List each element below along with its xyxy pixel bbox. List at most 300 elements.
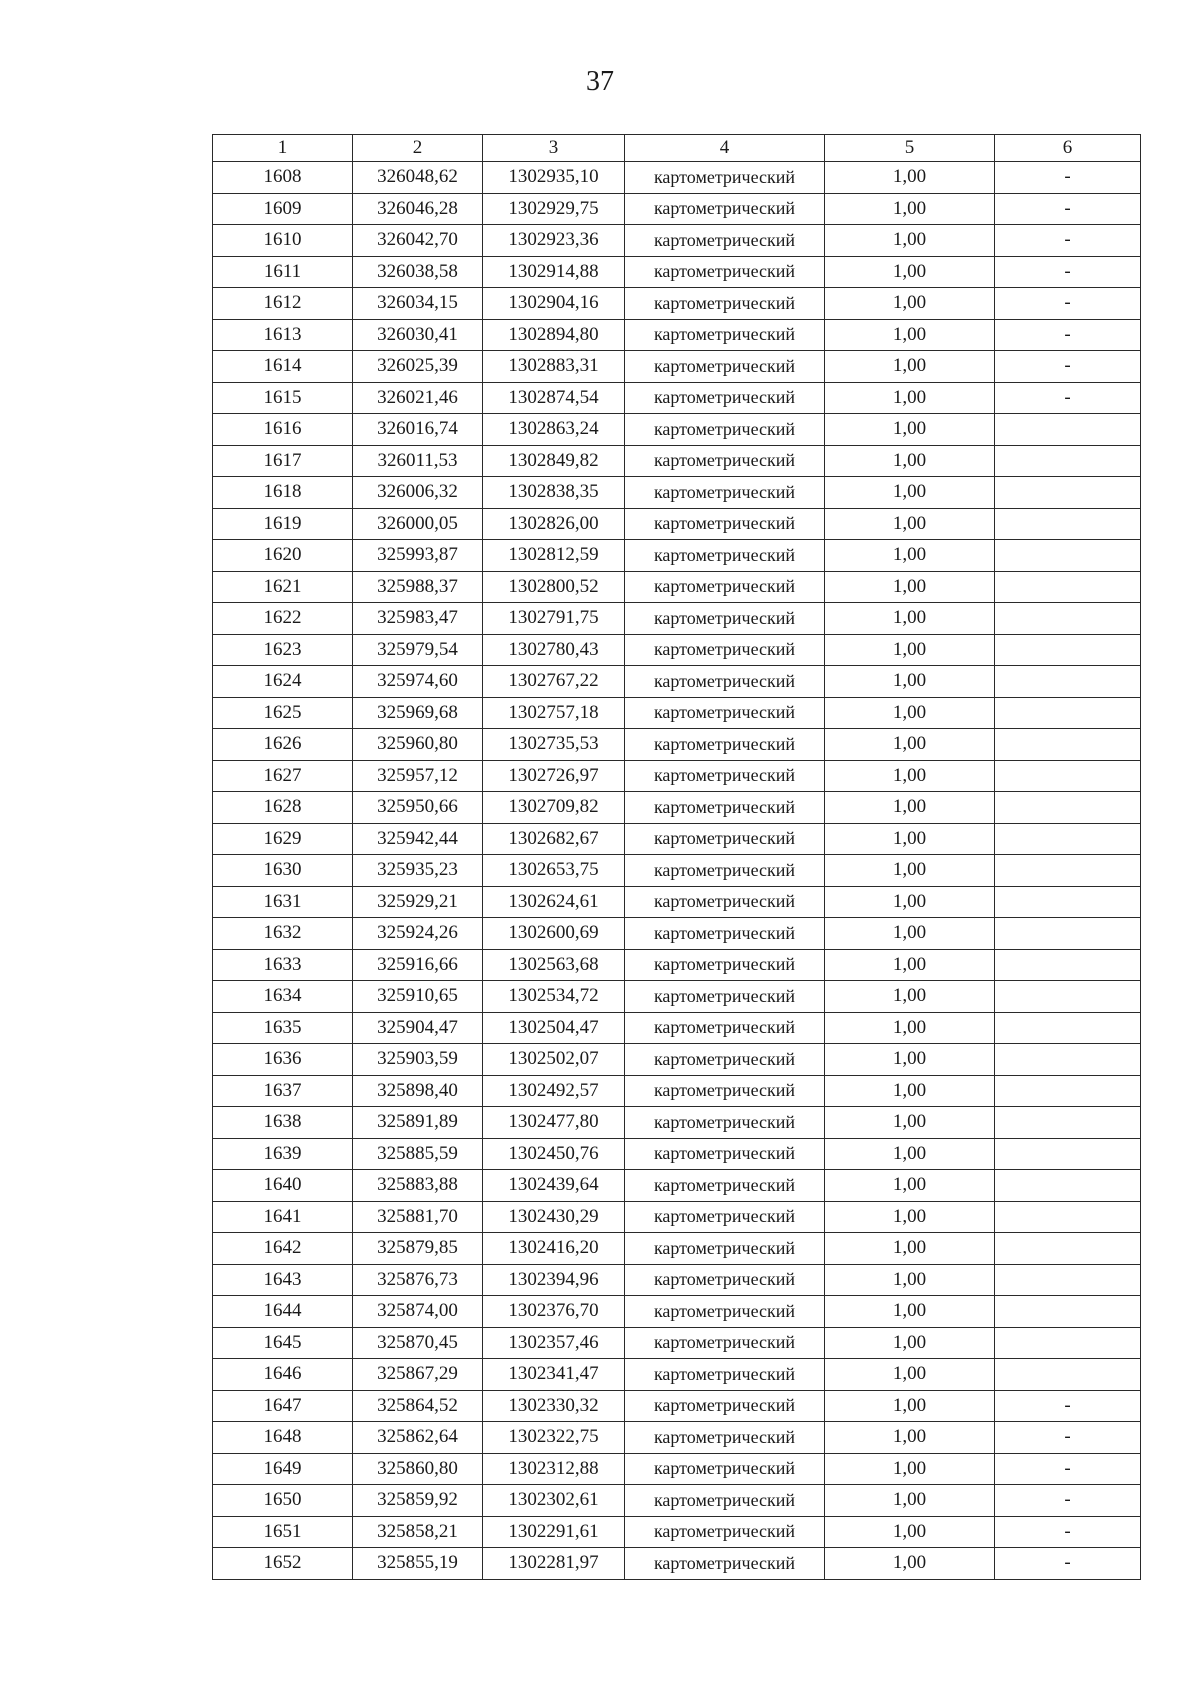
method-cell: картометрический [625,666,825,698]
y-coordinate-cell: 1302863,24 [483,414,625,446]
method-cell: картометрический [625,697,825,729]
table-header-row [213,135,1141,162]
accuracy-cell: 1,00 [825,1075,995,1107]
x-coordinate-cell: 325988,37 [353,571,483,603]
table-row [213,225,1141,257]
method-cell: картометрический [625,949,825,981]
note-cell [995,414,1141,446]
note-cell: - [995,162,1141,194]
table-row [213,603,1141,635]
x-coordinate-cell: 325862,64 [353,1422,483,1454]
x-coordinate-cell: 326000,05 [353,508,483,540]
table-row [213,571,1141,603]
x-coordinate-cell: 325870,45 [353,1327,483,1359]
x-coordinate-cell: 325993,87 [353,540,483,572]
x-coordinate-cell: 325879,85 [353,1233,483,1265]
y-coordinate-cell: 1302780,43 [483,634,625,666]
accuracy-cell: 1,00 [825,981,995,1013]
point-number-cell: 1638 [213,1107,353,1139]
accuracy-cell: 1,00 [825,603,995,635]
note-cell: - [995,1453,1141,1485]
method-cell: картометрический [625,760,825,792]
x-coordinate-cell: 326038,58 [353,256,483,288]
table-row [213,540,1141,572]
x-coordinate-cell: 325898,40 [353,1075,483,1107]
note-cell [995,540,1141,572]
note-cell [995,886,1141,918]
y-coordinate-cell: 1302291,61 [483,1516,625,1548]
column-header: 5 [825,135,995,162]
accuracy-cell: 1,00 [825,1548,995,1580]
y-coordinate-cell: 1302800,52 [483,571,625,603]
method-cell: картометрический [625,981,825,1013]
y-coordinate-cell: 1302757,18 [483,697,625,729]
method-cell: картометрический [625,351,825,383]
point-number-cell: 1635 [213,1012,353,1044]
note-cell [995,1075,1141,1107]
table-row [213,1075,1141,1107]
accuracy-cell: 1,00 [825,571,995,603]
x-coordinate-cell: 325858,21 [353,1516,483,1548]
coordinates-table [212,134,1141,1580]
y-coordinate-cell: 1302883,31 [483,351,625,383]
note-cell [995,1107,1141,1139]
note-cell: - [995,1485,1141,1517]
point-number-cell: 1643 [213,1264,353,1296]
table-row [213,382,1141,414]
accuracy-cell: 1,00 [825,666,995,698]
note-cell [995,1264,1141,1296]
point-number-cell: 1611 [213,256,353,288]
accuracy-cell: 1,00 [825,1485,995,1517]
method-cell: картометрический [625,414,825,446]
accuracy-cell: 1,00 [825,886,995,918]
method-cell: картометрический [625,1201,825,1233]
y-coordinate-cell: 1302726,97 [483,760,625,792]
note-cell [995,603,1141,635]
point-number-cell: 1630 [213,855,353,887]
accuracy-cell: 1,00 [825,225,995,257]
y-coordinate-cell: 1302416,20 [483,1233,625,1265]
y-coordinate-cell: 1302439,64 [483,1170,625,1202]
x-coordinate-cell: 325903,59 [353,1044,483,1076]
x-coordinate-cell: 325924,26 [353,918,483,950]
note-cell [995,949,1141,981]
method-cell: картометрический [625,1485,825,1517]
point-number-cell: 1652 [213,1548,353,1580]
accuracy-cell: 1,00 [825,1107,995,1139]
accuracy-cell: 1,00 [825,949,995,981]
y-coordinate-cell: 1302791,75 [483,603,625,635]
table-row [213,1044,1141,1076]
note-cell [995,1012,1141,1044]
table-row [213,855,1141,887]
y-coordinate-cell: 1302735,53 [483,729,625,761]
point-number-cell: 1617 [213,445,353,477]
y-coordinate-cell: 1302874,54 [483,382,625,414]
note-cell [995,823,1141,855]
x-coordinate-cell: 325864,52 [353,1390,483,1422]
accuracy-cell: 1,00 [825,1170,995,1202]
y-coordinate-cell: 1302935,10 [483,162,625,194]
point-number-cell: 1629 [213,823,353,855]
table-row [213,1485,1141,1517]
method-cell: картометрический [625,855,825,887]
x-coordinate-cell: 326042,70 [353,225,483,257]
accuracy-cell: 1,00 [825,1390,995,1422]
accuracy-cell: 1,00 [825,1453,995,1485]
method-cell: картометрический [625,162,825,194]
method-cell: картометрический [625,1296,825,1328]
x-coordinate-cell: 326006,32 [353,477,483,509]
note-cell [995,760,1141,792]
point-number-cell: 1627 [213,760,353,792]
accuracy-cell: 1,00 [825,351,995,383]
x-coordinate-cell: 325867,29 [353,1359,483,1391]
note-cell: - [995,193,1141,225]
method-cell: картометрический [625,508,825,540]
y-coordinate-cell: 1302849,82 [483,445,625,477]
point-number-cell: 1631 [213,886,353,918]
x-coordinate-cell: 326034,15 [353,288,483,320]
point-number-cell: 1651 [213,1516,353,1548]
accuracy-cell: 1,00 [825,1201,995,1233]
x-coordinate-cell: 325883,88 [353,1170,483,1202]
y-coordinate-cell: 1302322,75 [483,1422,625,1454]
accuracy-cell: 1,00 [825,1296,995,1328]
note-cell [995,918,1141,950]
y-coordinate-cell: 1302312,88 [483,1453,625,1485]
x-coordinate-cell: 325974,60 [353,666,483,698]
table-row [213,1201,1141,1233]
note-cell: - [995,288,1141,320]
x-coordinate-cell: 326048,62 [353,162,483,194]
x-coordinate-cell: 325859,92 [353,1485,483,1517]
method-cell: картометрический [625,823,825,855]
x-coordinate-cell: 325891,89 [353,1107,483,1139]
note-cell [995,1044,1141,1076]
point-number-cell: 1639 [213,1138,353,1170]
x-coordinate-cell: 325876,73 [353,1264,483,1296]
point-number-cell: 1614 [213,351,353,383]
method-cell: картометрический [625,1138,825,1170]
y-coordinate-cell: 1302534,72 [483,981,625,1013]
note-cell: - [995,225,1141,257]
table-row [213,414,1141,446]
table-row [213,477,1141,509]
method-cell: картометрический [625,225,825,257]
y-coordinate-cell: 1302504,47 [483,1012,625,1044]
method-cell: картометрический [625,1390,825,1422]
note-cell [995,981,1141,1013]
x-coordinate-cell: 325881,70 [353,1201,483,1233]
point-number-cell: 1632 [213,918,353,950]
table-row [213,666,1141,698]
table-row [213,508,1141,540]
method-cell: картометрический [625,603,825,635]
accuracy-cell: 1,00 [825,477,995,509]
point-number-cell: 1620 [213,540,353,572]
method-cell: картометрический [625,1516,825,1548]
point-number-cell: 1623 [213,634,353,666]
note-cell: - [995,1422,1141,1454]
y-coordinate-cell: 1302653,75 [483,855,625,887]
table-row [213,1296,1141,1328]
x-coordinate-cell: 325969,68 [353,697,483,729]
note-cell: - [995,382,1141,414]
y-coordinate-cell: 1302357,46 [483,1327,625,1359]
table-row [213,1359,1141,1391]
method-cell: картометрический [625,540,825,572]
method-cell: картометрический [625,1044,825,1076]
y-coordinate-cell: 1302894,80 [483,319,625,351]
note-cell [995,1233,1141,1265]
note-cell [995,477,1141,509]
point-number-cell: 1649 [213,1453,353,1485]
point-number-cell: 1616 [213,414,353,446]
x-coordinate-cell: 325935,23 [353,855,483,887]
table-row [213,193,1141,225]
y-coordinate-cell: 1302330,32 [483,1390,625,1422]
accuracy-cell: 1,00 [825,823,995,855]
y-coordinate-cell: 1302477,80 [483,1107,625,1139]
point-number-cell: 1646 [213,1359,353,1391]
method-cell: картометрический [625,729,825,761]
accuracy-cell: 1,00 [825,1359,995,1391]
y-coordinate-cell: 1302430,29 [483,1201,625,1233]
point-number-cell: 1610 [213,225,353,257]
accuracy-cell: 1,00 [825,319,995,351]
x-coordinate-cell: 325983,47 [353,603,483,635]
y-coordinate-cell: 1302624,61 [483,886,625,918]
point-number-cell: 1640 [213,1170,353,1202]
point-number-cell: 1648 [213,1422,353,1454]
point-number-cell: 1622 [213,603,353,635]
y-coordinate-cell: 1302376,70 [483,1296,625,1328]
point-number-cell: 1613 [213,319,353,351]
table-row [213,634,1141,666]
note-cell [995,1138,1141,1170]
point-number-cell: 1619 [213,508,353,540]
method-cell: картометрический [625,1107,825,1139]
x-coordinate-cell: 325885,59 [353,1138,483,1170]
table-row [213,760,1141,792]
table-body [213,162,1141,1580]
accuracy-cell: 1,00 [825,1516,995,1548]
accuracy-cell: 1,00 [825,1233,995,1265]
accuracy-cell: 1,00 [825,760,995,792]
note-cell [995,508,1141,540]
y-coordinate-cell: 1302812,59 [483,540,625,572]
accuracy-cell: 1,00 [825,1012,995,1044]
accuracy-cell: 1,00 [825,855,995,887]
accuracy-cell: 1,00 [825,445,995,477]
method-cell: картометрический [625,792,825,824]
method-cell: картометрический [625,445,825,477]
method-cell: картометрический [625,1359,825,1391]
y-coordinate-cell: 1302281,97 [483,1548,625,1580]
accuracy-cell: 1,00 [825,1044,995,1076]
y-coordinate-cell: 1302682,67 [483,823,625,855]
method-cell: картометрический [625,1264,825,1296]
point-number-cell: 1621 [213,571,353,603]
accuracy-cell: 1,00 [825,918,995,950]
y-coordinate-cell: 1302450,76 [483,1138,625,1170]
accuracy-cell: 1,00 [825,288,995,320]
y-coordinate-cell: 1302563,68 [483,949,625,981]
table-row [213,162,1141,194]
point-number-cell: 1625 [213,697,353,729]
table-row [213,792,1141,824]
table-row [213,1327,1141,1359]
note-cell [995,855,1141,887]
accuracy-cell: 1,00 [825,256,995,288]
table-row [213,981,1141,1013]
x-coordinate-cell: 325979,54 [353,634,483,666]
accuracy-cell: 1,00 [825,1264,995,1296]
table-row [213,1012,1141,1044]
x-coordinate-cell: 326016,74 [353,414,483,446]
accuracy-cell: 1,00 [825,1327,995,1359]
method-cell: картометрический [625,288,825,320]
note-cell [995,792,1141,824]
table-row [213,445,1141,477]
note-cell [995,697,1141,729]
column-header: 6 [995,135,1141,162]
method-cell: картометрический [625,193,825,225]
point-number-cell: 1645 [213,1327,353,1359]
accuracy-cell: 1,00 [825,193,995,225]
x-coordinate-cell: 326030,41 [353,319,483,351]
y-coordinate-cell: 1302600,69 [483,918,625,950]
method-cell: картометрический [625,1453,825,1485]
x-coordinate-cell: 325942,44 [353,823,483,855]
table-row [213,918,1141,950]
y-coordinate-cell: 1302341,47 [483,1359,625,1391]
accuracy-cell: 1,00 [825,1138,995,1170]
y-coordinate-cell: 1302767,22 [483,666,625,698]
x-coordinate-cell: 325874,00 [353,1296,483,1328]
y-coordinate-cell: 1302709,82 [483,792,625,824]
accuracy-cell: 1,00 [825,414,995,446]
point-number-cell: 1644 [213,1296,353,1328]
note-cell [995,445,1141,477]
x-coordinate-cell: 325855,19 [353,1548,483,1580]
point-number-cell: 1647 [213,1390,353,1422]
accuracy-cell: 1,00 [825,540,995,572]
point-number-cell: 1609 [213,193,353,225]
table-row [213,256,1141,288]
note-cell [995,666,1141,698]
note-cell: - [995,351,1141,383]
table-row [213,1233,1141,1265]
point-number-cell: 1628 [213,792,353,824]
table-row [213,319,1141,351]
point-number-cell: 1608 [213,162,353,194]
point-number-cell: 1650 [213,1485,353,1517]
method-cell: картометрический [625,1170,825,1202]
point-number-cell: 1634 [213,981,353,1013]
y-coordinate-cell: 1302923,36 [483,225,625,257]
table-row [213,949,1141,981]
point-number-cell: 1618 [213,477,353,509]
page-number: 37 [586,66,614,97]
note-cell: - [995,1516,1141,1548]
x-coordinate-cell: 325960,80 [353,729,483,761]
x-coordinate-cell: 326011,53 [353,445,483,477]
method-cell: картометрический [625,1327,825,1359]
x-coordinate-cell: 326046,28 [353,193,483,225]
note-cell [995,1201,1141,1233]
column-header: 4 [625,135,825,162]
method-cell: картометрический [625,1422,825,1454]
note-cell: - [995,256,1141,288]
point-number-cell: 1637 [213,1075,353,1107]
method-cell: картометрический [625,1075,825,1107]
x-coordinate-cell: 325916,66 [353,949,483,981]
x-coordinate-cell: 325950,66 [353,792,483,824]
x-coordinate-cell: 325957,12 [353,760,483,792]
x-coordinate-cell: 325929,21 [353,886,483,918]
accuracy-cell: 1,00 [825,508,995,540]
point-number-cell: 1624 [213,666,353,698]
y-coordinate-cell: 1302492,57 [483,1075,625,1107]
x-coordinate-cell: 326021,46 [353,382,483,414]
note-cell: - [995,1390,1141,1422]
y-coordinate-cell: 1302826,00 [483,508,625,540]
note-cell [995,729,1141,761]
table-row [213,1138,1141,1170]
accuracy-cell: 1,00 [825,382,995,414]
table-row [213,1264,1141,1296]
point-number-cell: 1615 [213,382,353,414]
x-coordinate-cell: 325860,80 [353,1453,483,1485]
note-cell [995,1359,1141,1391]
method-cell: картометрический [625,477,825,509]
point-number-cell: 1612 [213,288,353,320]
table-row [213,823,1141,855]
method-cell: картометрический [625,319,825,351]
accuracy-cell: 1,00 [825,697,995,729]
accuracy-cell: 1,00 [825,792,995,824]
x-coordinate-cell: 325910,65 [353,981,483,1013]
method-cell: картометрический [625,886,825,918]
accuracy-cell: 1,00 [825,729,995,761]
point-number-cell: 1633 [213,949,353,981]
accuracy-cell: 1,00 [825,162,995,194]
y-coordinate-cell: 1302394,96 [483,1264,625,1296]
point-number-cell: 1626 [213,729,353,761]
column-header: 3 [483,135,625,162]
table-row [213,1107,1141,1139]
point-number-cell: 1636 [213,1044,353,1076]
note-cell [995,571,1141,603]
table-row [213,1516,1141,1548]
column-header: 2 [353,135,483,162]
method-cell: картометрический [625,1233,825,1265]
point-number-cell: 1641 [213,1201,353,1233]
method-cell: картометрический [625,571,825,603]
table-row [213,351,1141,383]
y-coordinate-cell: 1302302,61 [483,1485,625,1517]
table-row [213,886,1141,918]
y-coordinate-cell: 1302838,35 [483,477,625,509]
method-cell: картометрический [625,634,825,666]
x-coordinate-cell: 325904,47 [353,1012,483,1044]
point-number-cell: 1642 [213,1233,353,1265]
column-header: 1 [213,135,353,162]
method-cell: картометрический [625,1548,825,1580]
